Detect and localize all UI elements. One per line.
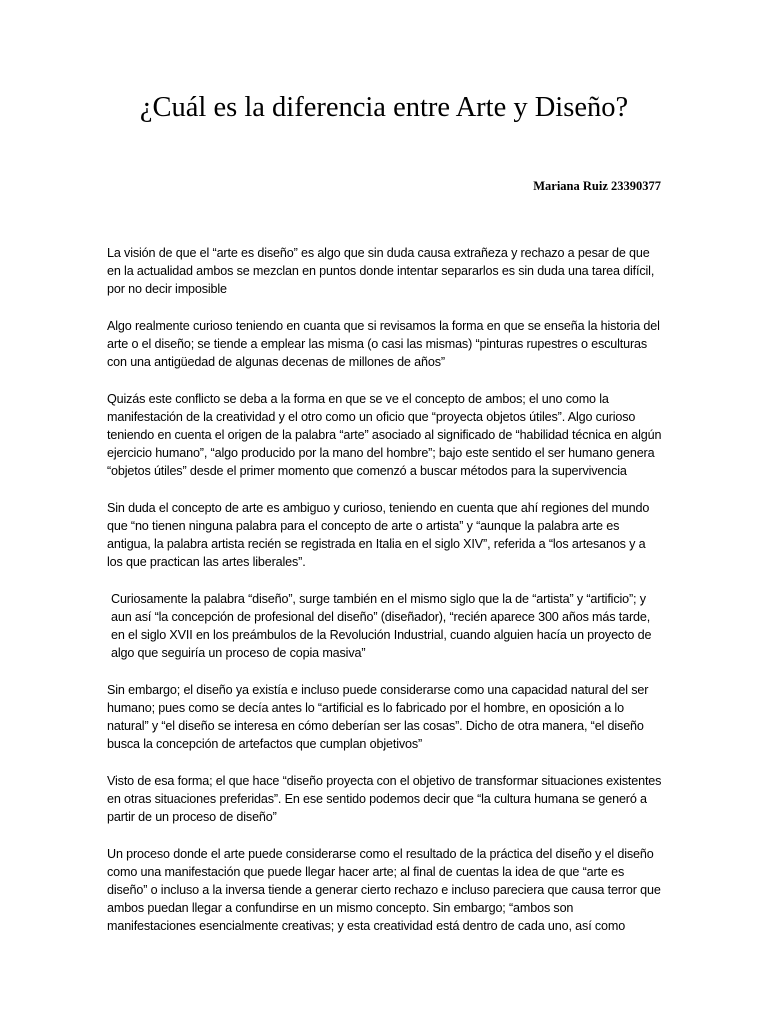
paragraph: Quizás este conflicto se deba a la forma en que se ve el concepto de ambos; el uno como la manifestación de la creatividad y el otro como un oficio que “proyecta objetos útiles”. Algo curioso teniendo en cuenta el origen de la palabra “arte” asociado al significado de “habilidad técnica en algún ejercicio humano”, “algo producido por la mano del hombre”; bajo este sentido el ser humano genera “objetos útiles” desde el primer momento que comenzó a buscar métodos para la supervivencia [107, 391, 662, 479]
paragraph: Curiosamente la palabra “diseño”, surge también en el mismo siglo que la de “artista” y “artificio”; y aun así “la concepción de profesional del diseño” (diseñador), “recién aparece 300 años más tarde, en el siglo XVII en los preámbulos de la Revolución Industrial, cuando alguien hacía un proyecto de algo que seguiría un proceso de copia masiva” [111, 591, 652, 661]
paragraph: Un proceso donde el arte puede considerarse como el resultado de la práctica del diseño y el diseño como una manifestación que puede llegar hacer arte; al final de cuentas la idea de que “arte es diseño” o incluso a la inversa tiende a generar cierto rechazo e incluso pareciera que causa terror que ambos puedan llegar a confundirse en un mismo concepto. Sin embargo; “ambos son manifestaciones esencialmente creativas; y esta creatividad está dentro de cada uno, así como [107, 846, 661, 934]
paragraph: Algo realmente curioso teniendo en cuanta que si revisamos la forma en que se enseña la historia del arte o el diseño; se tiende a emplear las misma (o casi las mismas) “pinturas rupestres o esculturas con una antigüedad de algunas decenas de millones de años” [107, 318, 660, 370]
document-title: ¿Cuál es la diferencia entre Arte y Diseño? [139, 92, 629, 123]
paragraph: Sin embargo; el diseño ya existía e incluso puede considerarse como una capacidad natural del ser humano; pues como se decía antes lo “artificial es lo fabricado por el hombre, en oposición a lo natural” y “el diseño se interesa en cómo deberían ser las cosas”. Dicho de otra manera, “el diseño busca la concepción de artefactos que cumplan objetivos” [107, 682, 649, 752]
author-line: Mariana Ruiz 23390377 [533, 179, 661, 193]
document-body [107, 244, 663, 954]
paragraph: Sin duda el concepto de arte es ambiguo y curioso, teniendo en cuenta que ahí regiones del mundo que “no tienen ninguna palabra para el concepto de arte o artista” y “aunque la palabra arte es antigua, la palabra artista recién se registrada en Italia en el siglo XIV”, referida a “los artesanos y a los que practican las artes liberales”. [107, 500, 650, 570]
paragraph: Visto de esa forma; el que hace “diseño proyecta con el objetivo de transformar situaciones existentes en otras situaciones preferidas”. En ese sentido podemos decir que “la cultura humana se generó a partir de un proceso de diseño” [107, 773, 662, 825]
paragraph: La visión de que el “arte es diseño” es algo que sin duda causa extrañeza y rechazo a pesar de que en la actualidad ambos se mezclan en puntos donde intentar separarlos es sin duda una tarea difícil, por no decir imposible [107, 246, 655, 297]
